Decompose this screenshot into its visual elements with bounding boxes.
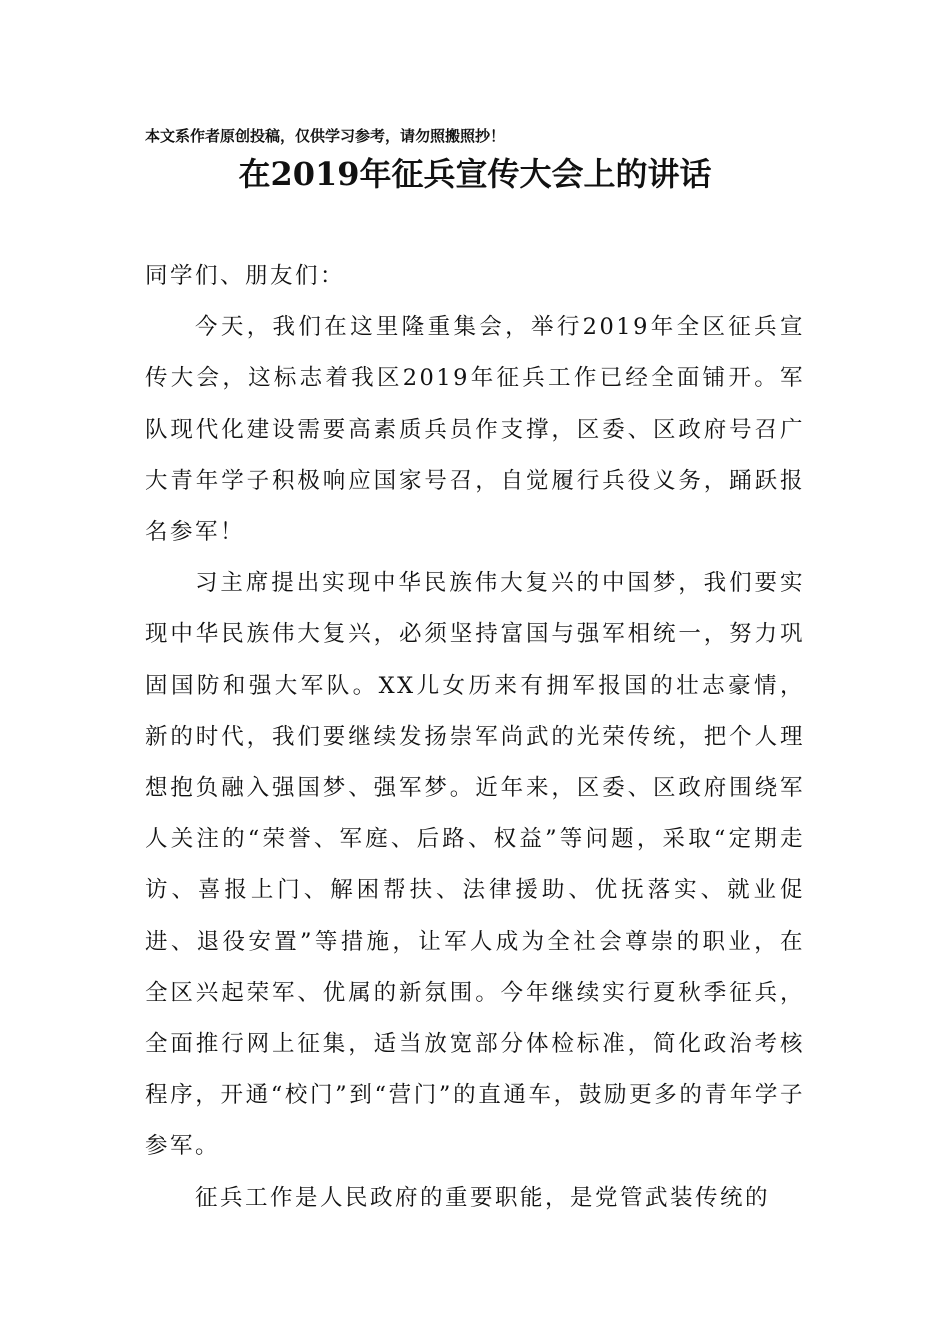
paragraph-2: 习主席提出实现中华民族伟大复兴的中国梦，我们要实现中华民族伟大复兴，必须坚持富国与强军相统一，努力巩固国防和强大军队。XX儿女历来有拥军报国的壮志豪情，新的时代，我们要继续发扬崇军尚武的光荣传统，把个人理想抱负融入强国梦、强军梦。近年来，区委、区政府围绕军人关注的“荣誉、军庭、后路、权益”等问题，采取“定期走访、喜报上门、解困帮扶、法律援助、优抚落实、就业促进、退役安置”等措施，让军人成为全社会尊崇的职业，在全区兴起荣军、优属的新氛围。今年继续实行夏秋季征兵，全面推行网上征集，适当放宽部分体检标准，简化政治考核程序，开通“校门”到“营门”的直通车，鼓励更多的青年学子参军。 <box>145 570 805 1160</box>
speech-title: 在2019年征兵宣传大会上的讲话 <box>238 155 712 193</box>
paragraph-1: 今天，我们在这里隆重集会，举行2019年全区征兵宣传大会，这标志着我区2019年征兵工作已经全面铺开。军队现代化建设需要高素质兵员作支撑，区委、区政府号召广大青年学子积极响应国家号召，自觉履行兵役义务，踊跃报名参军！ <box>145 314 805 546</box>
copyright-notice: 本文系作者原创投稿，仅供学习参考，请勿照搬照抄！ <box>145 127 506 145</box>
paragraph-3: 征兵工作是人民政府的重要职能，是党管武装传统的 <box>195 1184 771 1211</box>
speech-body <box>145 251 805 1224</box>
salutation: 同学们、朋友们： <box>145 263 346 289</box>
